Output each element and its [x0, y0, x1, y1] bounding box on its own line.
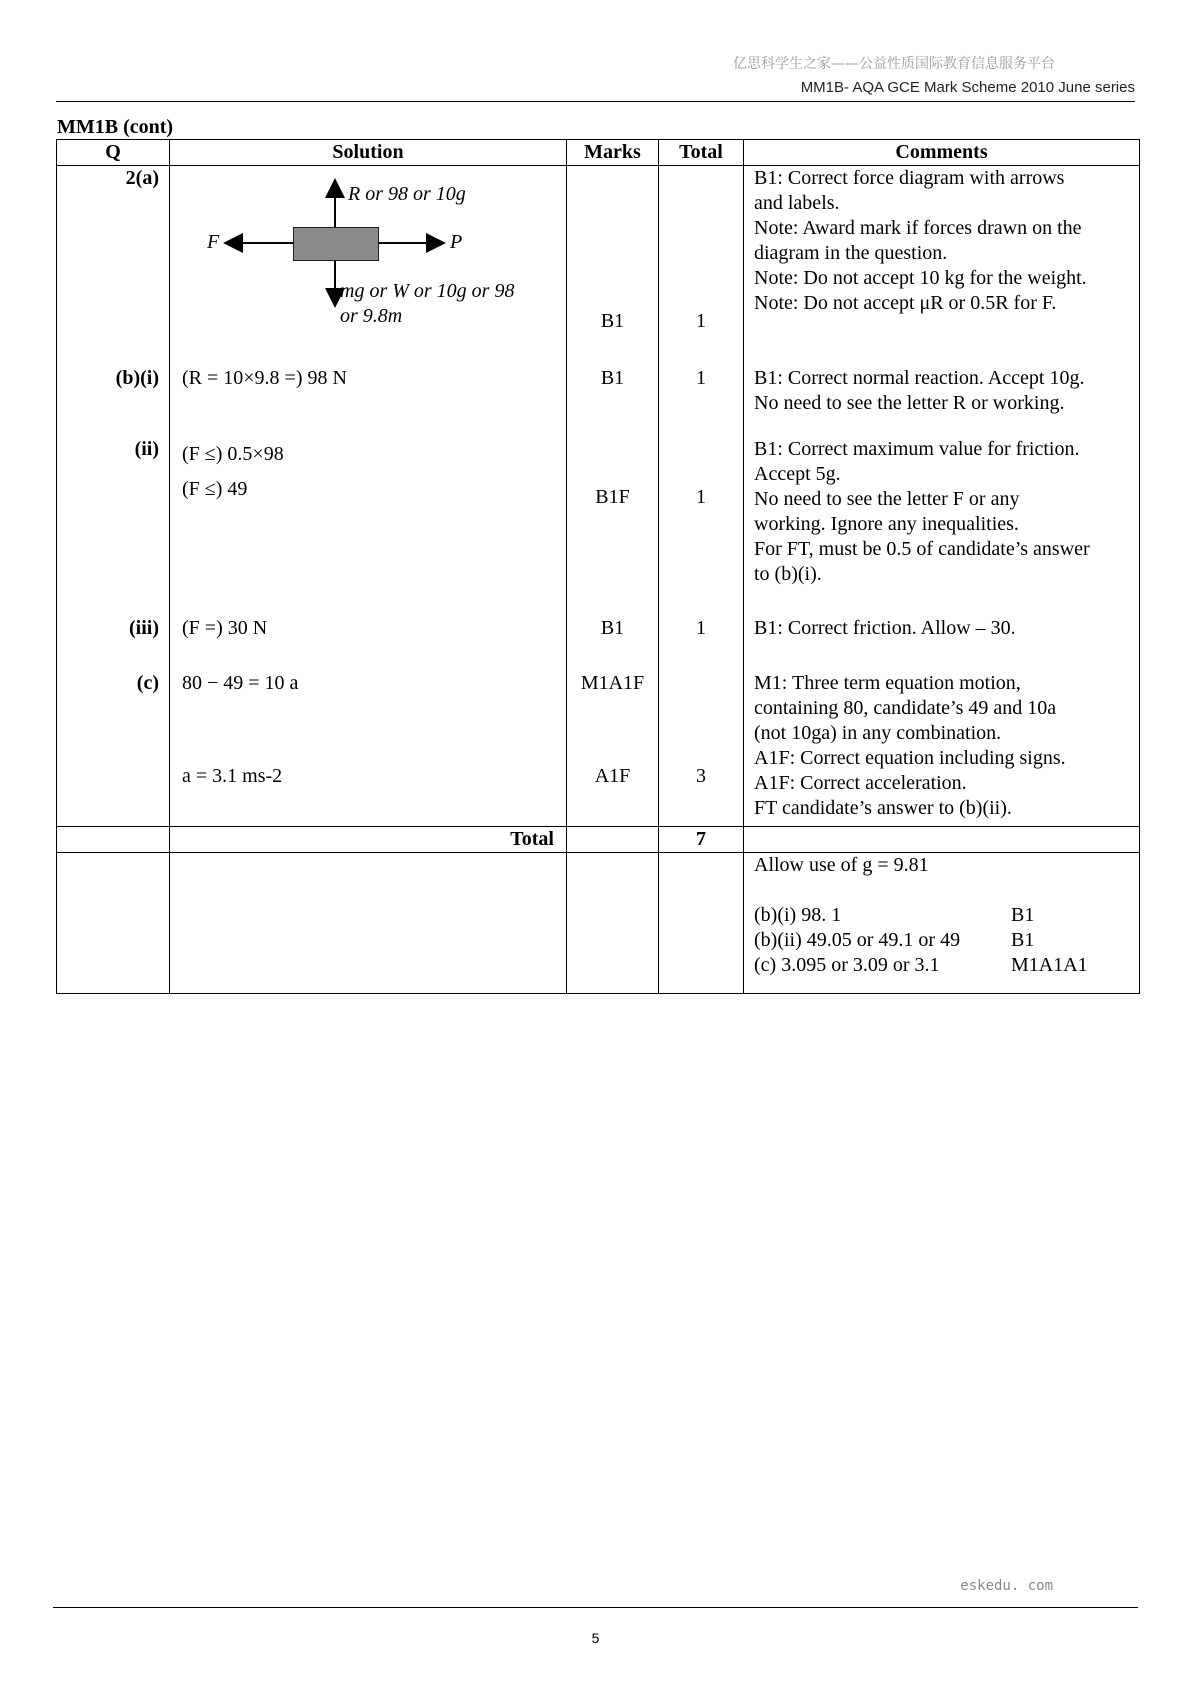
particle-block: [293, 227, 379, 261]
question-cell: [57, 616, 170, 671]
comments-cell: [744, 366, 1140, 437]
column-header-q: Q: [57, 140, 170, 166]
total-cell: [659, 366, 744, 437]
alternative-answers: [744, 853, 1140, 994]
comment-line: A1F: Correct equation including signs.: [754, 747, 1066, 769]
marks-cell: [567, 671, 659, 827]
notes-row: [57, 853, 1140, 994]
column-header-marks: Marks: [567, 140, 659, 166]
column-header-solution: Solution: [170, 140, 567, 166]
solution-line: (F ≤) 49: [182, 478, 248, 500]
marks-cell: [567, 166, 659, 367]
comment-line: (not 10ga) in any combination.: [754, 722, 1002, 744]
alt-answer-part: (c) 3.095 or 3.09 or 3.1: [754, 954, 940, 976]
comment-line: A1F: Correct acceleration.: [754, 772, 967, 794]
label-reaction: R or 98 or 10g: [348, 183, 466, 205]
comment-line: For FT, must be 0.5 of candidate’s answer: [754, 538, 1090, 560]
comments-cell: [744, 437, 1140, 616]
alt-answer-line: [754, 953, 1133, 978]
marks-value: B1: [600, 310, 625, 332]
comment-line: B1: Correct normal reaction. Accept 10g.: [754, 367, 1085, 389]
table-row: [57, 166, 1140, 367]
column-header-comments: Comments: [744, 140, 1140, 166]
question-number: (iii): [129, 617, 159, 639]
question-number: 2(a): [125, 167, 159, 189]
total-value: 1: [696, 486, 706, 508]
total-value: 1: [696, 310, 706, 332]
column-header-total: Total: [659, 140, 744, 166]
marks-cell: [567, 366, 659, 437]
table-row: [57, 437, 1140, 616]
mark-scheme-table: [56, 139, 1140, 994]
comment-line: to (b)(i).: [754, 563, 822, 585]
table-row: [57, 616, 1140, 671]
solution-line: a = 3.1 ms-2: [182, 765, 283, 787]
solution-cell: [170, 671, 567, 827]
label-friction: F: [207, 231, 220, 253]
label-weight-alt: or 9.8m: [340, 305, 403, 327]
question-number: (b)(i): [115, 367, 159, 389]
comment-line: diagram in the question.: [754, 242, 948, 264]
total-value: 3: [696, 765, 706, 787]
section-title: MM1B (cont): [57, 116, 174, 138]
solution-line: 80 − 49 = 10 a: [182, 672, 299, 694]
comment-line: FT candidate’s answer to (b)(ii).: [754, 797, 1012, 819]
page-number: 5: [591, 1630, 600, 1646]
table-row: [57, 671, 1140, 827]
header-divider: [56, 101, 1135, 102]
footer-site: eskedu. com: [960, 1578, 1053, 1594]
total-cell: [659, 616, 744, 671]
total-value: 1: [696, 617, 706, 639]
solution-cell: [170, 616, 567, 671]
comment-line: No need to see the letter R or working.: [754, 392, 1065, 414]
comment-line: M1: Three term equation motion,: [754, 672, 1021, 694]
comment-line: Note: Do not accept 10 kg for the weight.: [754, 267, 1087, 289]
solution-line: (R = 10×9.8 =) 98 N: [182, 367, 347, 389]
table-row: [57, 366, 1140, 437]
solution-cell: [170, 166, 567, 367]
force-diagram: [182, 166, 542, 338]
comment-line: No need to see the letter F or any: [754, 488, 1020, 510]
comment-line: B1: Correct friction. Allow – 30.: [754, 617, 1016, 639]
comment-line: working. Ignore any inequalities.: [754, 513, 1019, 535]
comment-line: B1: Correct maximum value for friction.: [754, 438, 1080, 460]
header-site-name: 亿思科学生之家——公益性质国际教育信息服务平台: [733, 56, 1055, 72]
marks-value: B1: [600, 367, 625, 389]
total-value: 1: [696, 367, 706, 389]
comment-line: Note: Do not accept μR or 0.5R for F.: [754, 292, 1057, 314]
alt-answer-part: (b)(ii) 49.05 or 49.1 or 49: [754, 929, 961, 951]
marks-value: M1A1F: [580, 672, 645, 694]
comments-cell: [744, 616, 1140, 671]
total-cell: [659, 437, 744, 616]
total-cell: [659, 671, 744, 827]
marks-cell: [567, 437, 659, 616]
question-cell: [57, 166, 170, 367]
alt-answer-mark: B1: [1011, 929, 1035, 951]
solution-line: (F =) 30 N: [182, 617, 268, 639]
table-header-row: [57, 140, 1140, 166]
question-cell: [57, 366, 170, 437]
solution-cell: [170, 437, 567, 616]
comment-line: Note: Award mark if forces drawn on the: [754, 217, 1082, 239]
label-pull: P: [450, 231, 463, 253]
marks-cell: [567, 616, 659, 671]
question-number: (ii): [134, 438, 159, 460]
alt-answer-mark: B1: [1011, 904, 1035, 926]
header-document-title: MM1B- AQA GCE Mark Scheme 2010 June series: [800, 79, 1135, 96]
solution-line: (F ≤) 0.5×98: [182, 443, 284, 465]
question-number: (c): [136, 672, 159, 694]
total-row: [57, 827, 1140, 853]
total-label: Total: [170, 827, 567, 853]
alt-answer-line: [754, 928, 1133, 953]
total-marks: 7: [659, 827, 744, 853]
comments-cell: [744, 166, 1140, 367]
alt-answer-part: (b)(i) 98. 1: [754, 904, 842, 926]
comment-line: and labels.: [754, 192, 840, 214]
alt-answer-mark: M1A1A1: [1011, 954, 1088, 976]
marks-value: A1F: [594, 765, 631, 787]
comment-line: B1: Correct force diagram with arrows: [754, 167, 1065, 189]
footer-divider: [53, 1607, 1138, 1608]
comment-line: containing 80, candidate’s 49 and 10a: [754, 697, 1057, 719]
alt-answer-line: [754, 903, 1133, 928]
solution-cell: [170, 366, 567, 437]
label-weight: mg or W or 10g or 98: [340, 280, 515, 302]
question-cell: [57, 671, 170, 827]
question-cell: [57, 437, 170, 616]
total-cell: [659, 166, 744, 367]
comment-line: Accept 5g.: [754, 463, 841, 485]
comments-cell: [744, 671, 1140, 827]
marks-value: B1F: [595, 486, 630, 508]
allow-note: Allow use of g = 9.81: [754, 854, 929, 876]
marks-value: B1: [600, 617, 625, 639]
